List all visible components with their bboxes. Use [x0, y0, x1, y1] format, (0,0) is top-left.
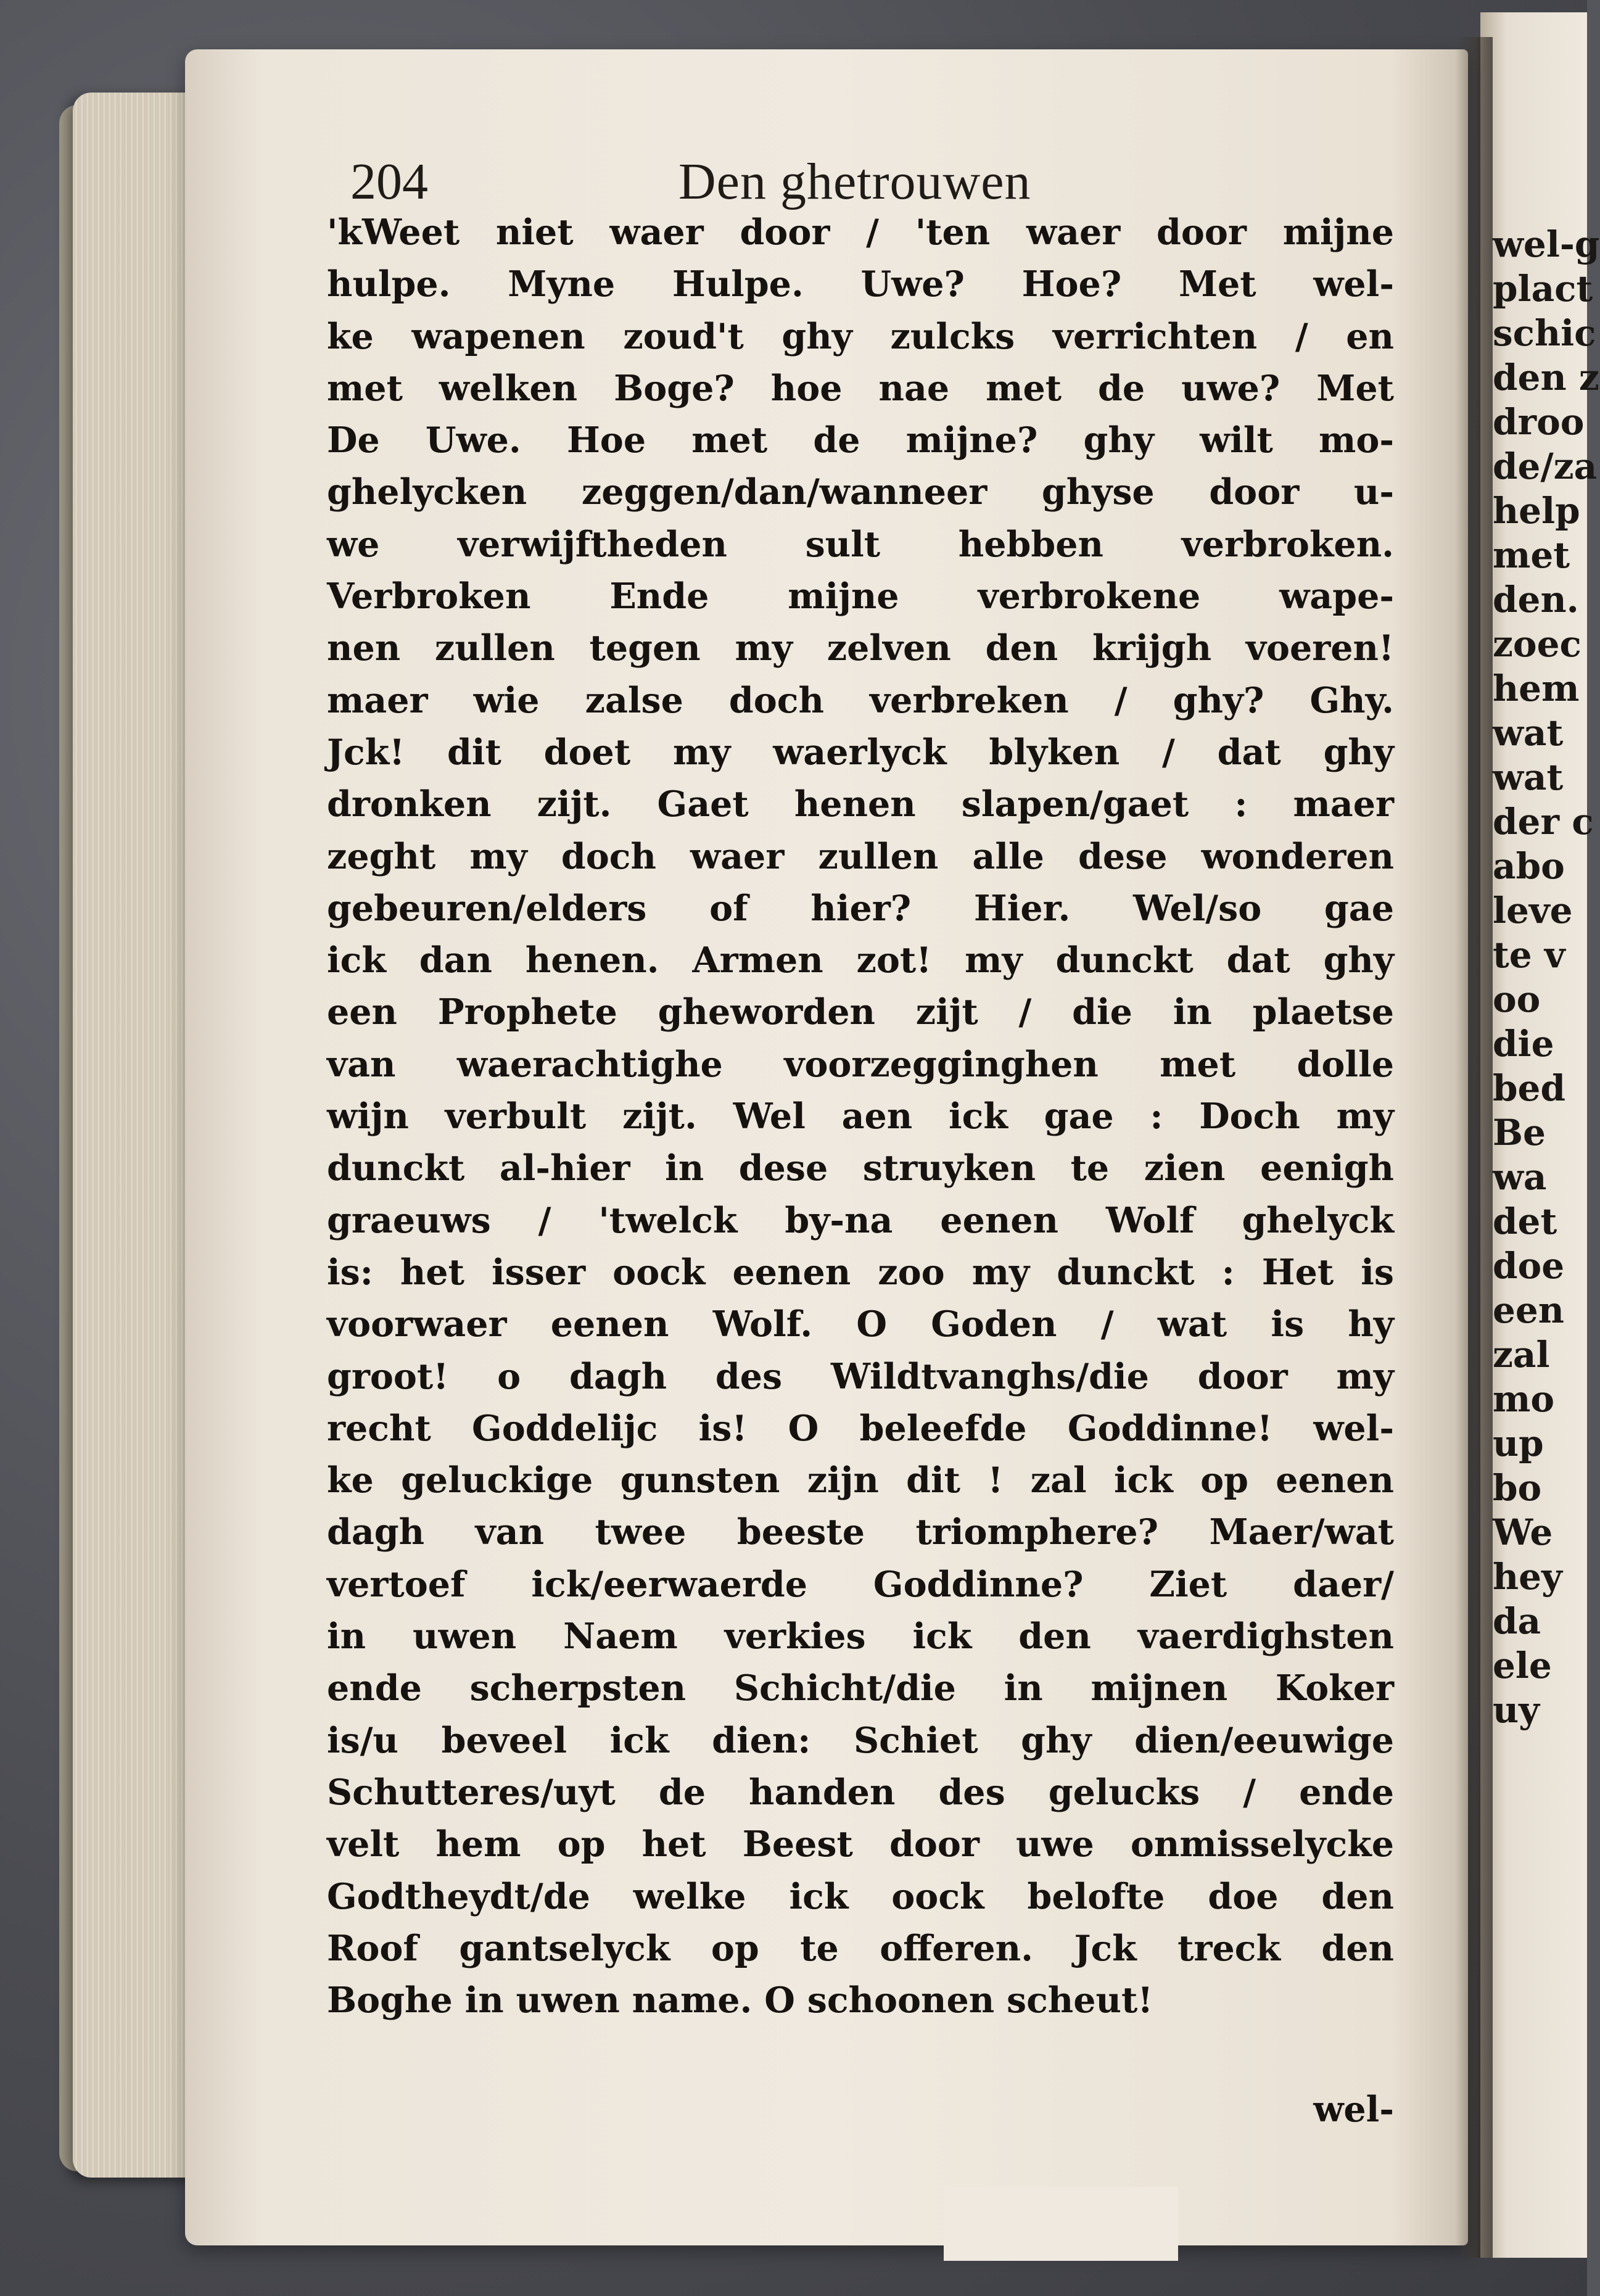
facing-line-fragment: up [1493, 1423, 1544, 1464]
facing-line-fragment: te v [1493, 934, 1565, 976]
text-line: is: het isser oock eenen zoo my dunckt : Het is [327, 1251, 1394, 1293]
facing-line-fragment: wa [1493, 1156, 1547, 1198]
facing-page-text [1493, 222, 1600, 1732]
text-line: ke wapenen zoud't ghy zulcks verrichten / en [327, 315, 1394, 357]
facing-line-fragment: den. [1493, 579, 1579, 621]
text-line: recht Goddelijc is! O beleefde Goddinne! wel- [327, 1407, 1394, 1449]
text-line: ghelycken zeggen/dan/wanneer ghyse door u- [327, 471, 1394, 513]
facing-line-fragment: uy [1493, 1689, 1540, 1731]
page-number: 204 [350, 153, 428, 210]
facing-line-fragment: zal [1493, 1334, 1550, 1376]
facing-line-fragment: We [1493, 1511, 1553, 1553]
text-line: vertoef ick/eerwaerde Goddinne? Ziet daer/ [327, 1563, 1394, 1605]
page-header [333, 148, 1382, 216]
text-line: 'kWeet niet waer door / 'ten waer door mijne [327, 212, 1394, 253]
facing-line-fragment: abo [1493, 845, 1565, 887]
text-line: dunckt al-hier in dese struyken te zien eenigh [327, 1147, 1394, 1189]
facing-line-fragment: die [1493, 1023, 1554, 1065]
text-line: Boghe in uwen name. O schoonen scheut! [327, 1980, 1153, 2021]
text-line: in uwen Naem verkies ick den vaerdighsten [327, 1616, 1394, 1658]
text-line: nen zullen tegen my zelven den krijgh voeren! [327, 627, 1394, 669]
facing-line-fragment: oo [1493, 978, 1541, 1020]
text-line: Godtheydt/de welke ick oock belofte doe den [327, 1875, 1394, 1917]
book-gutter [1456, 37, 1493, 2258]
running-title: Den ghetrouwen [678, 153, 1031, 210]
facing-line-fragment: der c [1493, 801, 1594, 843]
text-line: voorwaer eenen Wolf. O Goden / wat is hy [327, 1303, 1394, 1345]
facing-line-fragment: Be [1493, 1112, 1546, 1154]
page-stack-edges [73, 93, 202, 2178]
text-line: dagh van twee beeste triomphere? Maer/wat [327, 1511, 1394, 1553]
text-line: groot! o dagh des Wildtvanghs/die door my [327, 1355, 1394, 1397]
page-body-text [327, 207, 1394, 2026]
text-line: gebeuren/elders of hier? Hier. Wel/so gae [327, 887, 1394, 929]
facing-line-fragment: leve [1493, 890, 1573, 931]
facing-line-fragment: een [1493, 1289, 1564, 1331]
facing-line-fragment: mo [1493, 1378, 1555, 1420]
text-line: we verwijftheden sult hebben verbroken. [327, 523, 1394, 565]
text-line: velt hem op het Beest door uwe onmisselycke [327, 1823, 1394, 1865]
facing-line-fragment: det [1493, 1200, 1557, 1242]
text-line: ick dan henen. Armen zot! my dunckt dat ghy [327, 939, 1394, 981]
facing-line-fragment: hey [1493, 1556, 1562, 1598]
text-line: maer wie zalse doch verbreken / ghy? Ghy. [327, 679, 1394, 721]
text-line: Schutteres/uyt de handen des gelucks / ende [327, 1771, 1394, 1813]
facing-line-fragment: plact [1493, 268, 1593, 310]
text-line: Jck! dit doet my waerlyck blyken / dat ghy [327, 731, 1394, 773]
text-line: een Prophete gheworden zijt / die in plaetse [327, 991, 1394, 1033]
facing-line-fragment: help [1493, 490, 1580, 532]
text-line: zeght my doch waer zullen alle dese wonderen [327, 835, 1394, 877]
facing-line-fragment: ele [1493, 1645, 1552, 1687]
facing-line-fragment: wel-g [1493, 223, 1600, 265]
facing-line-fragment: hem [1493, 667, 1580, 709]
text-line: Roof gantselyck op te offeren. Jck treck den [327, 1927, 1394, 1969]
facing-line-fragment: schic [1493, 312, 1596, 354]
text-line: is/u beveel ick dien: Schiet ghy dien/eeuwige [327, 1719, 1394, 1761]
facing-line-fragment: met [1493, 534, 1570, 576]
text-line: dronken zijt. Gaet henen slapen/gaet : maer [327, 783, 1394, 825]
facing-line-fragment: den z [1493, 357, 1599, 398]
page-tab [944, 2187, 1178, 2261]
text-line: wijn verbult zijt. Wel aen ick gae : Doch my [327, 1096, 1394, 1138]
facing-line-fragment: da [1493, 1600, 1541, 1642]
facing-line-fragment: de/za [1493, 445, 1598, 487]
text-line: van waerachtighe voorzegginghen met dolle [327, 1043, 1394, 1085]
text-line: ende scherpsten Schicht/die in mijnen Koker [327, 1667, 1394, 1709]
facing-line-fragment: zoec [1493, 623, 1581, 665]
text-line: Verbroken Ende mijne verbrokene wape- [327, 576, 1394, 617]
text-line: De Uwe. Hoe met de mijne? ghy wilt mo- [327, 419, 1394, 461]
facing-line-fragment: wat [1493, 756, 1564, 798]
catchword: wel- [1313, 2089, 1394, 2130]
text-line: hulpe. Myne Hulpe. Uwe? Hoe? Met wel- [327, 263, 1394, 305]
text-line: met welken Boge? hoe nae met de uwe? Met [327, 367, 1394, 409]
facing-line-fragment: bed [1493, 1067, 1566, 1109]
facing-line-fragment: bo [1493, 1467, 1542, 1509]
text-line: ke geluckige gunsten zijn dit ! zal ick op eenen [327, 1460, 1394, 1501]
facing-line-fragment: wat [1493, 712, 1564, 754]
facing-line-fragment: doe [1493, 1245, 1565, 1287]
facing-line-fragment: droo [1493, 401, 1585, 443]
text-line: graeuws / 'twelck by-na eenen Wolf ghelyck [327, 1199, 1394, 1241]
